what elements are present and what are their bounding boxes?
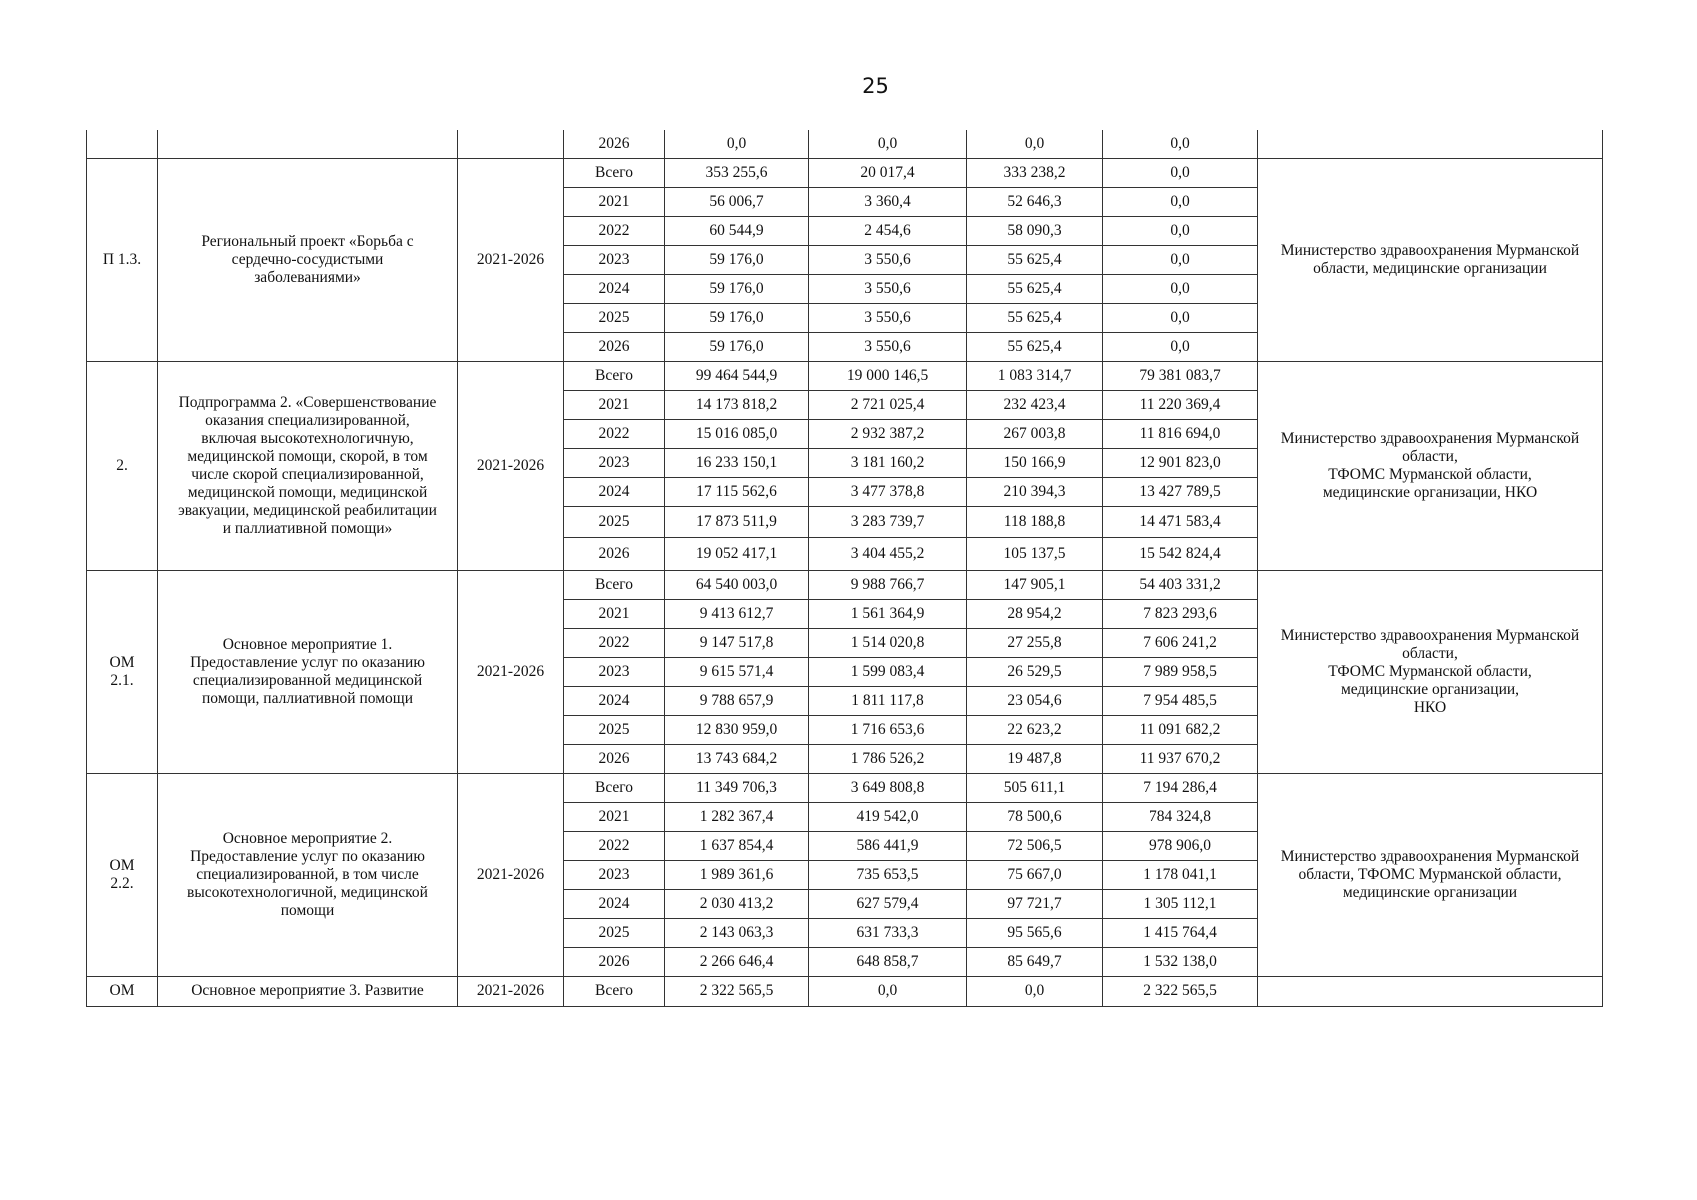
year-cell: 2022 xyxy=(564,831,665,860)
value-cell: 3 181 160,2 xyxy=(809,448,967,477)
responsible-cell xyxy=(1258,976,1603,1006)
year-cell: 2026 xyxy=(564,947,665,976)
code-cell: ОМ xyxy=(87,976,158,1006)
year-cell: 2024 xyxy=(564,477,665,506)
budget-table-body xyxy=(87,130,1603,1006)
year-cell: 2022 xyxy=(564,628,665,657)
value-cell: 3 477 378,8 xyxy=(809,477,967,506)
budget-table xyxy=(86,130,1603,1007)
value-cell: 19 052 417,1 xyxy=(665,537,809,570)
table-row xyxy=(87,158,1603,187)
value-cell: 419 542,0 xyxy=(809,802,967,831)
value-cell: 99 464 544,9 xyxy=(665,361,809,390)
value-cell: 78 500,6 xyxy=(967,802,1103,831)
year-cell: Всего xyxy=(564,976,665,1006)
value-cell: 2 932 387,2 xyxy=(809,419,967,448)
year-cell: 2025 xyxy=(564,506,665,537)
code-cell: ОМ 2.2. xyxy=(87,773,158,976)
value-cell: 978 906,0 xyxy=(1103,831,1258,860)
value-cell: 7 989 958,5 xyxy=(1103,657,1258,686)
value-cell: 17 115 562,6 xyxy=(665,477,809,506)
value-cell: 210 394,3 xyxy=(967,477,1103,506)
value-cell: 505 611,1 xyxy=(967,773,1103,802)
value-cell: 1 532 138,0 xyxy=(1103,947,1258,976)
period-cell: 2021-2026 xyxy=(458,361,564,570)
year-cell: 2023 xyxy=(564,860,665,889)
value-cell: 58 090,3 xyxy=(967,216,1103,245)
value-cell: 2 322 565,5 xyxy=(1103,976,1258,1006)
table-row xyxy=(87,361,1603,390)
value-cell: 1 178 041,1 xyxy=(1103,860,1258,889)
value-cell: 648 858,7 xyxy=(809,947,967,976)
value-cell: 79 381 083,7 xyxy=(1103,361,1258,390)
year-cell: 2025 xyxy=(564,303,665,332)
name-cell: Подпрограмма 2. «Совершенствование оказания специализированной, включая высокотехнологичную, медицинской помощи, скорой, в том числе скорой специализированной, медицинской помощи, медицинской эвакуации, медицинской реабилитации и паллиативной помощи» xyxy=(158,361,458,570)
year-cell: Всего xyxy=(564,158,665,187)
value-cell: 3 550,6 xyxy=(809,245,967,274)
responsible-cell: Министерство здравоохранения Мурманской области, ТФОМС Мурманской области, медицинские организации, НКО xyxy=(1258,570,1603,773)
value-cell: 150 166,9 xyxy=(967,448,1103,477)
table-row xyxy=(87,570,1603,599)
value-cell: 1 415 764,4 xyxy=(1103,918,1258,947)
value-cell: 784 324,8 xyxy=(1103,802,1258,831)
value-cell: 23 054,6 xyxy=(967,686,1103,715)
value-cell: 54 403 331,2 xyxy=(1103,570,1258,599)
value-cell: 64 540 003,0 xyxy=(665,570,809,599)
year-cell: 2024 xyxy=(564,686,665,715)
value-cell: 2 030 413,2 xyxy=(665,889,809,918)
value-cell: 586 441,9 xyxy=(809,831,967,860)
year-cell: 2025 xyxy=(564,715,665,744)
value-cell: 118 188,8 xyxy=(967,506,1103,537)
value-cell: 1 282 367,4 xyxy=(665,802,809,831)
value-cell: 0,0 xyxy=(1103,158,1258,187)
year-cell: 2022 xyxy=(564,419,665,448)
year-cell: 2026 xyxy=(564,130,665,158)
name-cell: Основное мероприятие 3. Развитие xyxy=(158,976,458,1006)
value-cell: 1 305 112,1 xyxy=(1103,889,1258,918)
value-cell: 353 255,6 xyxy=(665,158,809,187)
value-cell: 59 176,0 xyxy=(665,274,809,303)
year-cell: 2021 xyxy=(564,390,665,419)
value-cell: 0,0 xyxy=(967,976,1103,1006)
value-cell: 59 176,0 xyxy=(665,332,809,361)
period-cell: 2021-2026 xyxy=(458,158,564,361)
value-cell: 232 423,4 xyxy=(967,390,1103,419)
value-cell: 9 788 657,9 xyxy=(665,686,809,715)
year-cell: Всего xyxy=(564,773,665,802)
value-cell: 11 091 682,2 xyxy=(1103,715,1258,744)
value-cell: 3 550,6 xyxy=(809,303,967,332)
value-cell: 2 454,6 xyxy=(809,216,967,245)
value-cell: 52 646,3 xyxy=(967,187,1103,216)
value-cell: 11 349 706,3 xyxy=(665,773,809,802)
value-cell: 22 623,2 xyxy=(967,715,1103,744)
value-cell: 0,0 xyxy=(967,130,1103,158)
value-cell: 97 721,7 xyxy=(967,889,1103,918)
value-cell: 15 542 824,4 xyxy=(1103,537,1258,570)
year-cell: 2021 xyxy=(564,802,665,831)
value-cell: 1 811 117,8 xyxy=(809,686,967,715)
value-cell: 85 649,7 xyxy=(967,947,1103,976)
code-cell xyxy=(87,130,158,158)
value-cell: 3 283 739,7 xyxy=(809,506,967,537)
value-cell: 105 137,5 xyxy=(967,537,1103,570)
value-cell: 55 625,4 xyxy=(967,245,1103,274)
code-cell: ОМ 2.1. xyxy=(87,570,158,773)
value-cell: 20 017,4 xyxy=(809,158,967,187)
value-cell: 13 743 684,2 xyxy=(665,744,809,773)
year-cell: Всего xyxy=(564,361,665,390)
value-cell: 0,0 xyxy=(809,976,967,1006)
value-cell: 1 561 364,9 xyxy=(809,599,967,628)
name-cell xyxy=(158,130,458,158)
table-row xyxy=(87,773,1603,802)
responsible-cell xyxy=(1258,130,1603,158)
value-cell: 0,0 xyxy=(1103,130,1258,158)
value-cell: 55 625,4 xyxy=(967,303,1103,332)
value-cell: 1 786 526,2 xyxy=(809,744,967,773)
value-cell: 2 266 646,4 xyxy=(665,947,809,976)
responsible-cell: Министерство здравоохранения Мурманской области, медицинские организации xyxy=(1258,158,1603,361)
value-cell: 267 003,8 xyxy=(967,419,1103,448)
table-row xyxy=(87,130,1603,158)
value-cell: 95 565,6 xyxy=(967,918,1103,947)
value-cell: 13 427 789,5 xyxy=(1103,477,1258,506)
year-cell: 2022 xyxy=(564,216,665,245)
period-cell: 2021-2026 xyxy=(458,773,564,976)
year-cell: 2026 xyxy=(564,537,665,570)
value-cell: 631 733,3 xyxy=(809,918,967,947)
value-cell: 1 599 083,4 xyxy=(809,657,967,686)
value-cell: 3 550,6 xyxy=(809,274,967,303)
year-cell: 2025 xyxy=(564,918,665,947)
value-cell: 55 625,4 xyxy=(967,332,1103,361)
value-cell: 1 637 854,4 xyxy=(665,831,809,860)
value-cell: 1 716 653,6 xyxy=(809,715,967,744)
value-cell: 55 625,4 xyxy=(967,274,1103,303)
responsible-cell: Министерство здравоохранения Мурманской области, ТФОМС Мурманской области, медицинские организации, НКО xyxy=(1258,361,1603,570)
value-cell: 27 255,8 xyxy=(967,628,1103,657)
value-cell: 2 143 063,3 xyxy=(665,918,809,947)
year-cell: 2021 xyxy=(564,599,665,628)
year-cell: 2026 xyxy=(564,332,665,361)
year-cell: 2021 xyxy=(564,187,665,216)
value-cell: 735 653,5 xyxy=(809,860,967,889)
value-cell: 0,0 xyxy=(809,130,967,158)
value-cell: 627 579,4 xyxy=(809,889,967,918)
code-cell: 2. xyxy=(87,361,158,570)
year-cell: 2026 xyxy=(564,744,665,773)
value-cell: 11 220 369,4 xyxy=(1103,390,1258,419)
value-cell: 9 413 612,7 xyxy=(665,599,809,628)
value-cell: 1 514 020,8 xyxy=(809,628,967,657)
value-cell: 14 471 583,4 xyxy=(1103,506,1258,537)
period-cell: 2021-2026 xyxy=(458,570,564,773)
value-cell: 17 873 511,9 xyxy=(665,506,809,537)
period-cell: 2021-2026 xyxy=(458,976,564,1006)
value-cell: 14 173 818,2 xyxy=(665,390,809,419)
year-cell: 2023 xyxy=(564,245,665,274)
value-cell: 2 322 565,5 xyxy=(665,976,809,1006)
value-cell: 9 147 517,8 xyxy=(665,628,809,657)
value-cell: 9 988 766,7 xyxy=(809,570,967,599)
value-cell: 59 176,0 xyxy=(665,303,809,332)
value-cell: 28 954,2 xyxy=(967,599,1103,628)
value-cell: 19 000 146,5 xyxy=(809,361,967,390)
code-cell: П 1.3. xyxy=(87,158,158,361)
value-cell: 15 016 085,0 xyxy=(665,419,809,448)
value-cell: 72 506,5 xyxy=(967,831,1103,860)
year-cell: Всего xyxy=(564,570,665,599)
value-cell: 2 721 025,4 xyxy=(809,390,967,419)
year-cell: 2023 xyxy=(564,448,665,477)
name-cell: Основное мероприятие 1. Предоставление услуг по оказанию специализированной медицинской помощи, паллиативной помощи xyxy=(158,570,458,773)
value-cell: 12 830 959,0 xyxy=(665,715,809,744)
period-cell xyxy=(458,130,564,158)
value-cell: 3 550,6 xyxy=(809,332,967,361)
year-cell: 2024 xyxy=(564,274,665,303)
value-cell: 7 823 293,6 xyxy=(1103,599,1258,628)
value-cell: 9 615 571,4 xyxy=(665,657,809,686)
responsible-cell: Министерство здравоохранения Мурманской области, ТФОМС Мурманской области, медицинские организации xyxy=(1258,773,1603,976)
value-cell: 7 194 286,4 xyxy=(1103,773,1258,802)
year-cell: 2023 xyxy=(564,657,665,686)
table-row xyxy=(87,976,1603,1006)
value-cell: 11 816 694,0 xyxy=(1103,419,1258,448)
value-cell: 19 487,8 xyxy=(967,744,1103,773)
value-cell: 0,0 xyxy=(665,130,809,158)
value-cell: 3 649 808,8 xyxy=(809,773,967,802)
value-cell: 1 989 361,6 xyxy=(665,860,809,889)
value-cell: 56 006,7 xyxy=(665,187,809,216)
name-cell: Основное мероприятие 2. Предоставление услуг по оказанию специализированной, в том числе высокотехнологичной, медицинской помощи xyxy=(158,773,458,976)
value-cell: 1 083 314,7 xyxy=(967,361,1103,390)
value-cell: 7 954 485,5 xyxy=(1103,686,1258,715)
value-cell: 16 233 150,1 xyxy=(665,448,809,477)
value-cell: 75 667,0 xyxy=(967,860,1103,889)
value-cell: 147 905,1 xyxy=(967,570,1103,599)
value-cell: 12 901 823,0 xyxy=(1103,448,1258,477)
year-cell: 2024 xyxy=(564,889,665,918)
value-cell: 0,0 xyxy=(1103,332,1258,361)
value-cell: 0,0 xyxy=(1103,303,1258,332)
value-cell: 26 529,5 xyxy=(967,657,1103,686)
value-cell: 7 606 241,2 xyxy=(1103,628,1258,657)
value-cell: 11 937 670,2 xyxy=(1103,744,1258,773)
value-cell: 0,0 xyxy=(1103,216,1258,245)
value-cell: 3 404 455,2 xyxy=(809,537,967,570)
value-cell: 333 238,2 xyxy=(967,158,1103,187)
value-cell: 3 360,4 xyxy=(809,187,967,216)
page-number: 25 xyxy=(862,74,889,98)
value-cell: 59 176,0 xyxy=(665,245,809,274)
name-cell: Региональный проект «Борьба с сердечно-сосудистыми заболеваниями» xyxy=(158,158,458,361)
value-cell: 0,0 xyxy=(1103,187,1258,216)
value-cell: 60 544,9 xyxy=(665,216,809,245)
value-cell: 0,0 xyxy=(1103,245,1258,274)
value-cell: 0,0 xyxy=(1103,274,1258,303)
